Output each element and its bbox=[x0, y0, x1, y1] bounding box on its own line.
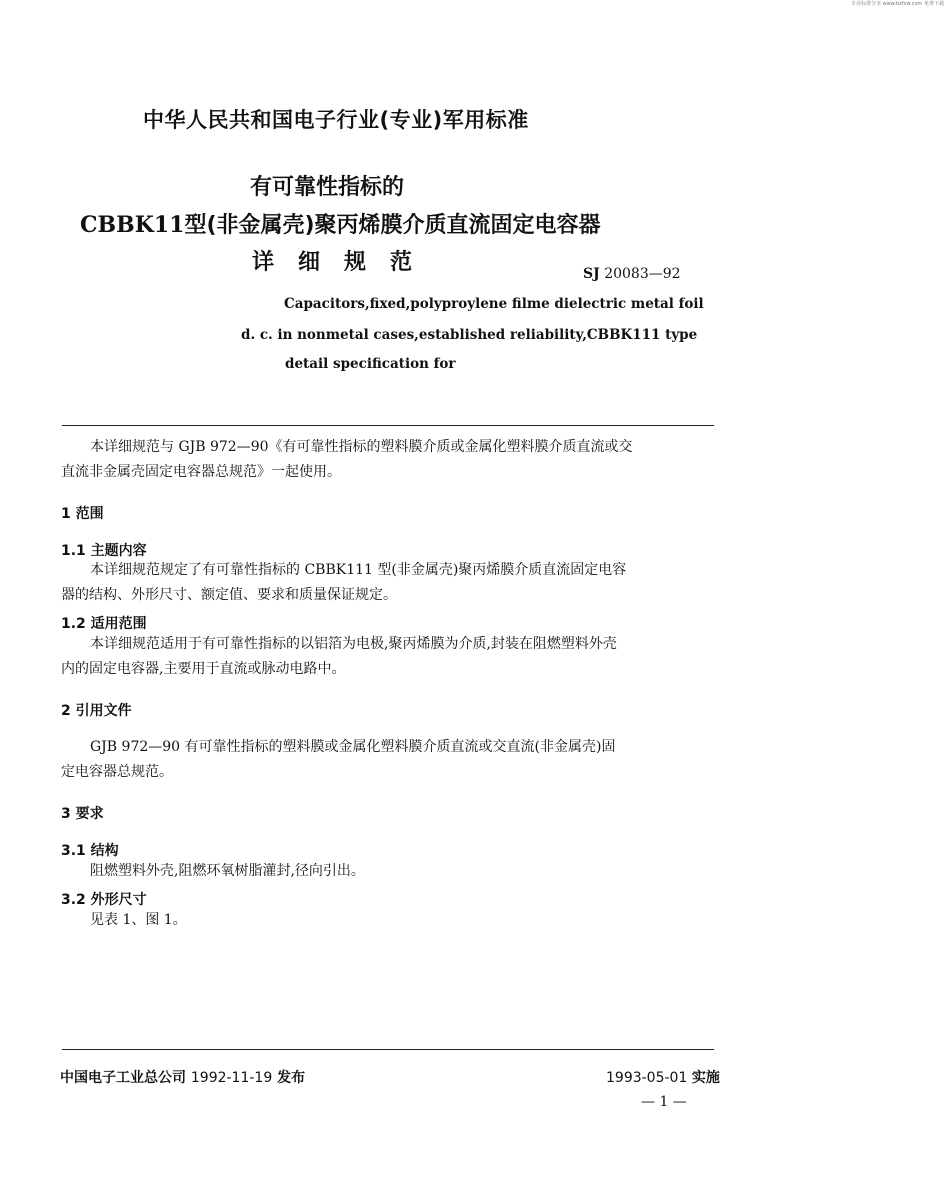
spec-title-line-2-rest: 型(非金属壳)聚丙烯膜介质直流固定电容器 bbox=[184, 213, 601, 238]
section-1-1-heading: 1.1 主题内容 bbox=[61, 543, 147, 559]
standard-number bbox=[583, 266, 681, 282]
issue-info bbox=[60, 1067, 305, 1087]
header-divider bbox=[62, 425, 714, 426]
section-2-line-2: 定电容器总规范。 bbox=[61, 764, 173, 780]
effective-date: 1993-05-01 bbox=[606, 1070, 688, 1086]
watermark-text: 专业标准分享 www.bzfxw.com 免费下载 bbox=[851, 1, 944, 7]
issue-date: 1992-11-19 bbox=[190, 1070, 273, 1086]
section-1-2-heading: 1.2 适用范围 bbox=[61, 616, 147, 632]
spec-title-line-2 bbox=[80, 208, 601, 239]
english-title-line-2: d. c. in nonmetal cases,established reliability,CBBK111 type bbox=[241, 327, 698, 343]
section-3-2-text: 见表 1、图 1。 bbox=[90, 912, 187, 928]
effective-label: 实施 bbox=[691, 1070, 720, 1086]
spec-title-line-3: 详细规范 bbox=[252, 250, 437, 275]
intro-line-1: 本详细规范与 GJB 972—90《有可靠性指标的塑料膜介质或金属化塑料膜介质直流或交 bbox=[90, 439, 633, 455]
section-1-1-line-1: 本详细规范规定了有可靠性指标的 CBBK111 型(非金属壳)聚丙烯膜介质直流固定电容 bbox=[90, 562, 627, 578]
section-1-heading: 1 范围 bbox=[61, 506, 104, 522]
issuer-name: 中国电子工业总公司 bbox=[60, 1070, 186, 1086]
section-2-line-1: GJB 972—90 有可靠性指标的塑料膜或金属化塑料膜介质直流或交直流(非金属壳)固 bbox=[90, 739, 616, 755]
section-1-2-line-1: 本详细规范适用于有可靠性指标的以铝箔为电极,聚丙烯膜为介质,封装在阻燃塑料外壳 bbox=[90, 636, 617, 652]
issue-label: 发布 bbox=[277, 1070, 306, 1086]
spec-title-line-1: 有可靠性指标的 bbox=[250, 175, 405, 200]
section-1-2-line-2: 内的固定电容器,主要用于直流或脉动电路中。 bbox=[61, 661, 346, 677]
page-number: — 1 — bbox=[641, 1094, 687, 1110]
issuing-authority-title: 中华人民共和国电子行业(专业)军用标准 bbox=[143, 108, 529, 132]
english-title-line-3: detail specification for bbox=[285, 356, 456, 372]
section-3-1-heading: 3.1 结构 bbox=[61, 843, 119, 859]
standard-number-value: 20083—92 bbox=[604, 266, 681, 282]
capacitor-type-code: CBBK11 bbox=[80, 212, 185, 238]
intro-line-2: 直流非金属壳固定电容器总规范》一起使用。 bbox=[61, 464, 341, 480]
section-3-2-heading: 3.2 外形尺寸 bbox=[61, 892, 147, 908]
section-1-1-line-2: 器的结构、外形尺寸、额定值、要求和质量保证规定。 bbox=[61, 587, 397, 603]
section-3-heading: 3 要求 bbox=[61, 806, 104, 822]
footer-divider bbox=[62, 1049, 714, 1050]
section-2-heading: 2 引用文件 bbox=[61, 703, 132, 719]
section-3-1-text: 阻燃塑料外壳,阻燃环氧树脂灌封,径向引出。 bbox=[90, 863, 365, 879]
effective-info bbox=[606, 1067, 720, 1087]
standard-prefix: SJ bbox=[583, 266, 600, 282]
english-title-line-1: Capacitors,fixed,polyproylene filme dielectric metal foil bbox=[284, 296, 704, 312]
